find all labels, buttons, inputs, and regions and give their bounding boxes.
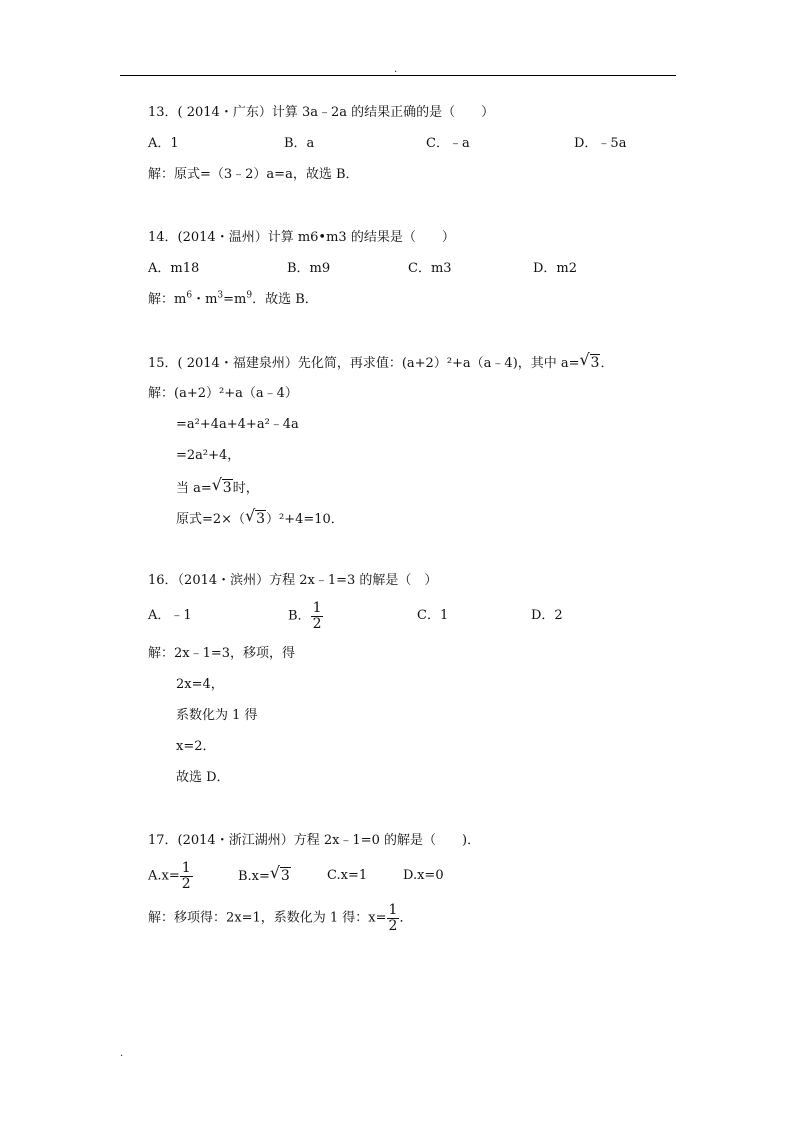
q17-sol-suffix: ． bbox=[399, 910, 413, 926]
radicand: 3 bbox=[590, 355, 600, 371]
q15-sol-line-3: =2a²+4， bbox=[176, 448, 241, 463]
q14-exp-6: 6 bbox=[186, 290, 193, 301]
q17-sol-prefix: 解：移项得：2x=1，系数化为 1 得：x= bbox=[148, 910, 387, 926]
q17-option-c: C.x=1 bbox=[327, 868, 368, 883]
q16-option-b bbox=[288, 601, 323, 631]
radical-icon: √ bbox=[579, 350, 590, 369]
fraction-one-half bbox=[180, 861, 193, 891]
q15-line5-suffix: ）²+4=10． bbox=[265, 512, 344, 527]
q16-sol-line-4: x=2． bbox=[176, 739, 216, 754]
header-rule bbox=[120, 75, 676, 76]
q14-stem: 14．(2014・温州）计算 m6•m3 的结果是（ ） bbox=[148, 230, 455, 245]
q15-sol-line-4 bbox=[176, 475, 259, 496]
q13-option-b: B．a bbox=[284, 136, 315, 151]
radicand: 3 bbox=[222, 480, 232, 496]
q17-option-d: D.x=0 bbox=[403, 868, 444, 883]
q14-option-d: D．m2 bbox=[533, 261, 578, 276]
q14-sol-mid: ・m bbox=[192, 292, 218, 307]
q16-sol-line-3: 系数化为 1 得 bbox=[176, 708, 258, 723]
q14-exp-3: 3 bbox=[217, 290, 224, 301]
q15-line4-suffix: 时， bbox=[232, 481, 259, 496]
radical-icon: √ bbox=[245, 506, 256, 525]
q16-sol-line-1: 解：2x﹣1=3，移项，得 bbox=[148, 646, 296, 661]
q16-stem: 16．（2014・滨州）方程 2x﹣1=3 的解是（ ） bbox=[148, 573, 438, 588]
fraction-numerator: 1 bbox=[312, 600, 322, 616]
sqrt-3 bbox=[579, 350, 601, 371]
q14-sol-mid2: =m bbox=[223, 292, 247, 307]
fraction-one-half bbox=[387, 903, 400, 933]
q17-option-a-label: A.x= bbox=[148, 868, 180, 884]
sqrt-3 bbox=[269, 863, 291, 884]
q15-line5-prefix: 原式=2×（ bbox=[176, 512, 246, 527]
fraction-numerator: 1 bbox=[181, 860, 191, 876]
q15-stem-prefix: 15．( 2014・福建泉州）先化简，再求值：(a+2）²+a（a﹣4)，其中 a= bbox=[148, 356, 580, 371]
q14-option-c: C．m3 bbox=[408, 261, 452, 276]
q17-option-b-label: B.x= bbox=[238, 869, 270, 884]
q17-stem: 17．(2014・浙江湖州）方程 2x﹣1=0 的解是（ )． bbox=[148, 833, 481, 848]
radical-icon: √ bbox=[211, 475, 222, 494]
q17-option-a bbox=[148, 861, 193, 891]
q15-sol-line-5 bbox=[176, 506, 344, 527]
q16-sol-line-2: 2x=4， bbox=[176, 677, 224, 692]
q14-sol-prefix: 解：m bbox=[148, 292, 187, 307]
q13-option-d: D．﹣5a bbox=[574, 136, 627, 151]
sqrt-3 bbox=[245, 506, 266, 527]
q16-option-c: C．1 bbox=[417, 608, 449, 623]
q14-sol-suffix: ．故选 B． bbox=[252, 292, 318, 307]
q17-option-b bbox=[238, 863, 291, 884]
q15-sol-line-1: 解：(a+2）²+a（a﹣4） bbox=[148, 386, 298, 401]
q14-option-b: B．m9 bbox=[287, 261, 331, 276]
fraction-denominator: 2 bbox=[312, 615, 322, 632]
q13-option-c: C．﹣a bbox=[426, 136, 470, 151]
fraction-denominator: 2 bbox=[388, 917, 398, 934]
q15-line4-prefix: 当 a= bbox=[176, 481, 212, 496]
q14-exp-9: 9 bbox=[246, 290, 253, 301]
q14-option-a: A．m18 bbox=[148, 261, 200, 276]
q16-sol-line-5: 故选 D． bbox=[176, 770, 230, 785]
q13-option-a: A．1 bbox=[148, 136, 179, 151]
header-dot: . bbox=[394, 64, 398, 75]
q14-solution bbox=[148, 290, 318, 307]
q15-stem-suffix: ． bbox=[600, 356, 614, 371]
fraction-one-half bbox=[311, 601, 324, 631]
q16-option-d: D．2 bbox=[531, 608, 563, 623]
q13-stem: 13．( 2014・广东）计算 3a﹣2a 的结果正确的是（ ） bbox=[148, 105, 495, 120]
fraction-denominator: 2 bbox=[181, 875, 191, 892]
q17-solution bbox=[148, 903, 412, 933]
q13-solution: 解：原式=（3﹣2）a=a，故选 B． bbox=[148, 167, 359, 182]
q16-option-b-label: B． bbox=[288, 608, 311, 624]
q15-sol-line-2: =a²+4a+4+a²﹣4a bbox=[176, 417, 299, 432]
radical-icon: √ bbox=[269, 863, 281, 882]
radicand: 3 bbox=[256, 511, 265, 527]
radicand: 3 bbox=[280, 868, 290, 884]
fraction-numerator: 1 bbox=[388, 902, 398, 918]
q16-option-a: A．﹣1 bbox=[148, 608, 192, 623]
footer-dot: . bbox=[120, 1048, 124, 1059]
q15-stem bbox=[148, 350, 614, 371]
sqrt-3 bbox=[211, 475, 233, 496]
